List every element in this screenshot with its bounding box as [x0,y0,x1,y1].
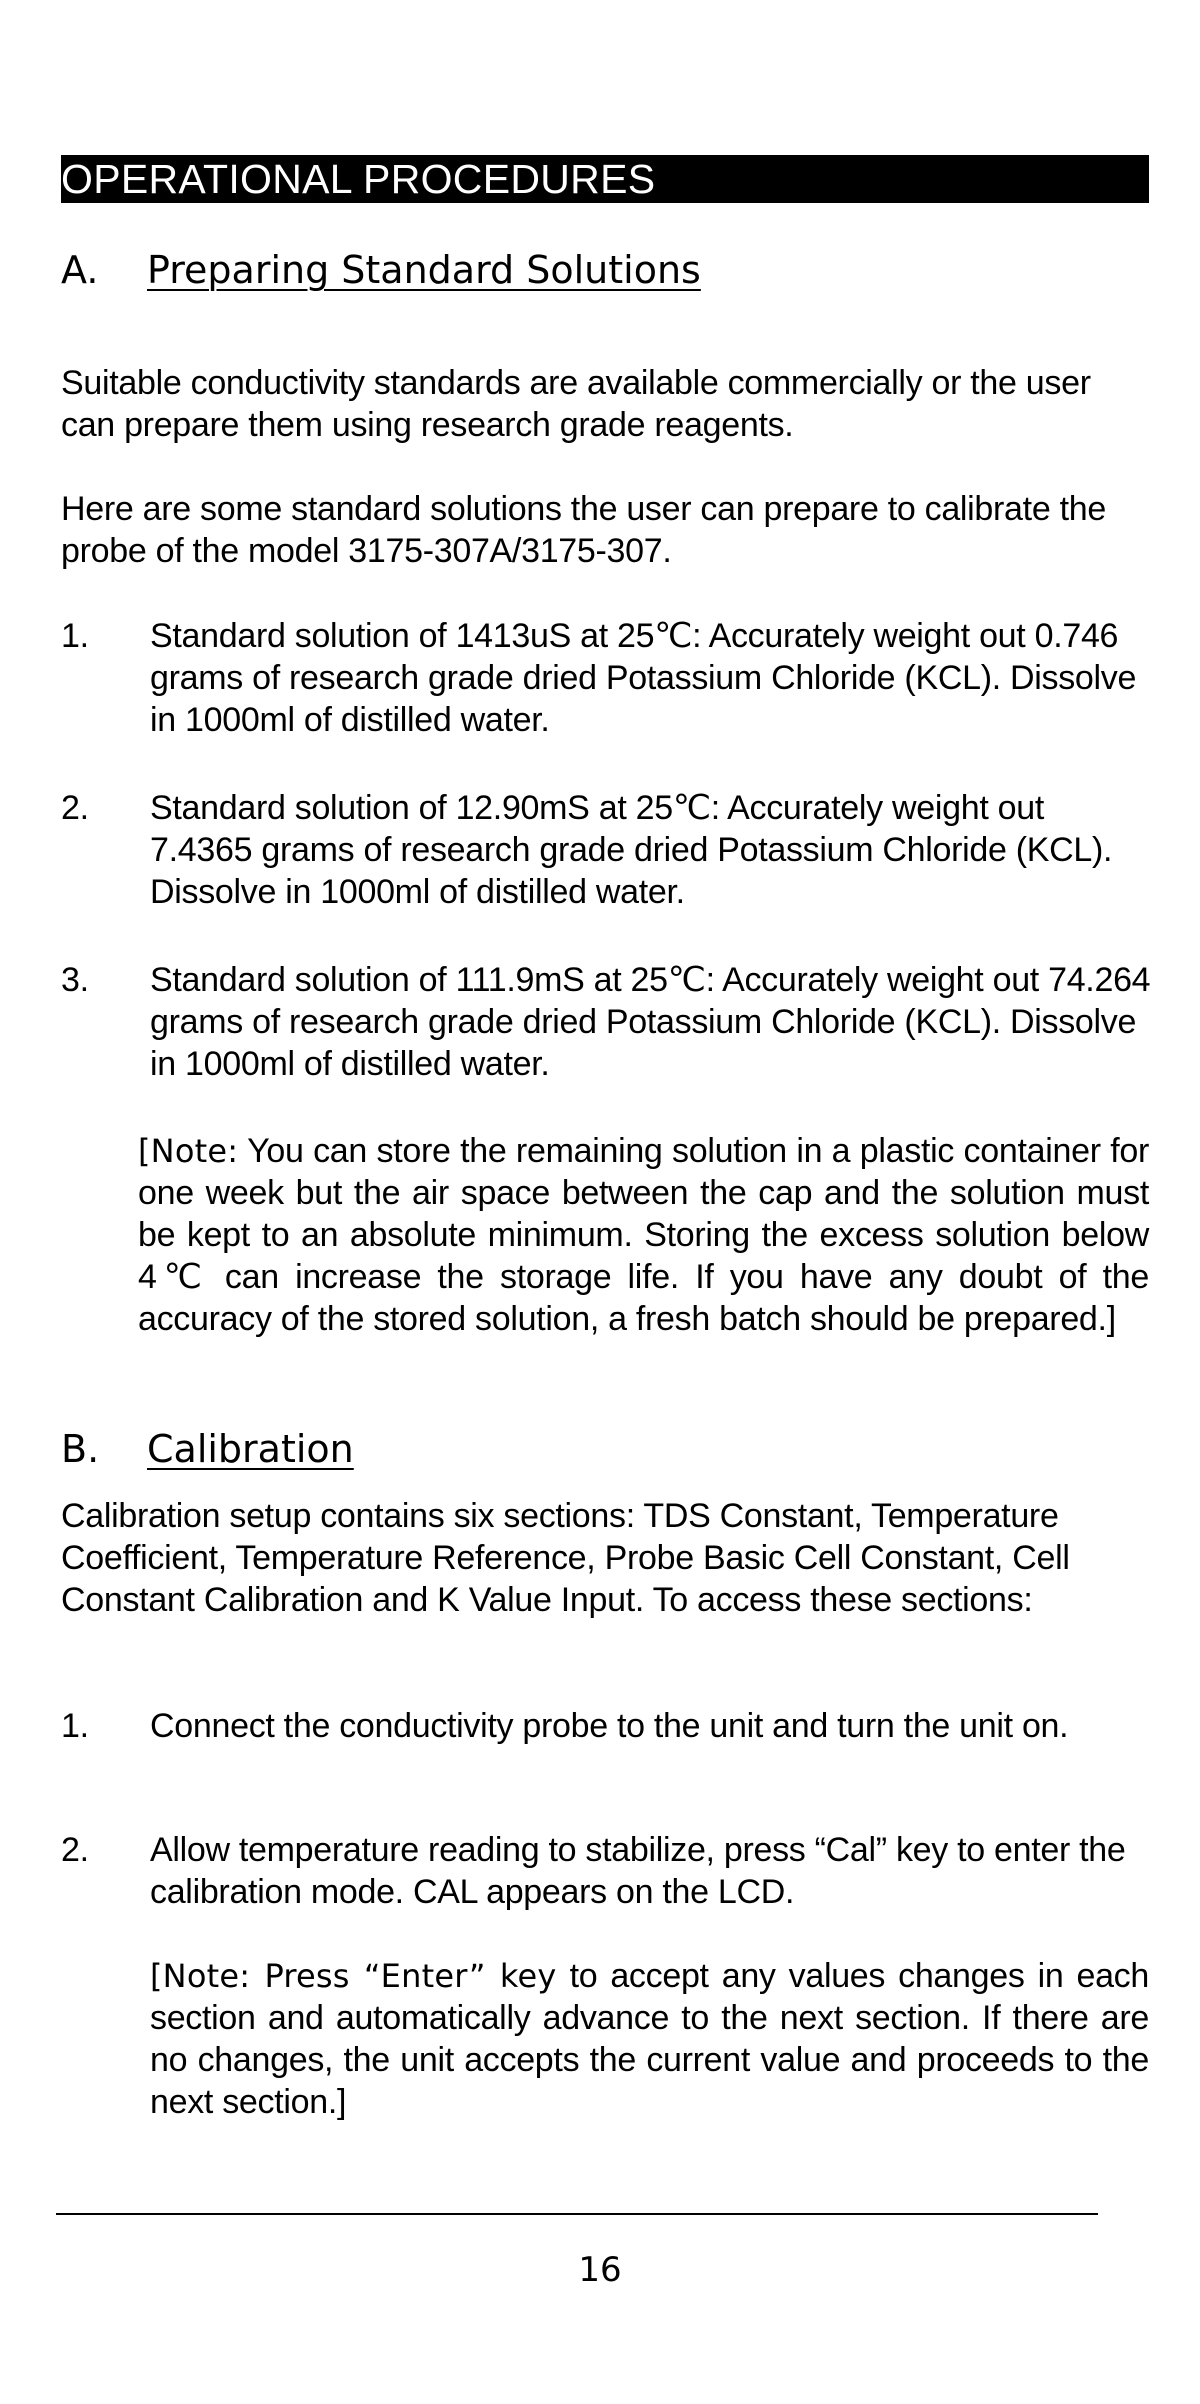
section-a-intro-1: Suitable conductivity standards are available commercially or the user can prepare them using research grade reagents. [61,364,1091,444]
list-item-text: Standard solution of 12.90mS at 25℃: Accurately weight out 7.4365 grams of research grade dried Potassium Chloride (KCL). Dissolve in 1000ml of distilled water. [150,789,1113,911]
section-a-intro-2: Here are some standard solutions the user can prepare to calibrate the probe of the model 3175-307A/3175-307. [61,490,1106,570]
section-b-title: Calibration [147,1427,354,1471]
list-item-text: Allow temperature reading to stabilize, press “Cal” key to enter the calibration mode. CAL appears on the LCD. [150,1831,1126,1911]
list-item-number: 2. [61,1831,89,1869]
section-b-letter: B. [61,1427,100,1471]
page-number: 16 [578,2250,622,2290]
footer-divider [56,2213,1098,2215]
enter-key-note [150,1955,1149,2123]
section-b-intro: Calibration setup contains six sections: TDS Constant, Temperature Coefficient, Temperature Reference, Probe Basic Cell Constant, Cell Constant Calibration and K Value Input. To access these sections: [61,1497,1070,1619]
list-item-number: 1. [61,1707,89,1745]
list-item-text: Standard solution of 1413uS at 25℃: Accurately weight out 0.746 grams of research grade dried Potassium Chloride (KCL). Dissolve in 1000ml of distilled water. [150,617,1137,739]
list-item-number: 3. [61,961,89,999]
list-item-number: 2. [61,789,89,827]
storage-note [138,1130,1149,1340]
section-a-letter: A. [61,248,99,292]
note-text: You can store the remaining solution in a plastic container for one week but the air space between the cap and the solution must be kept to an absolute minimum. Storing the excess solution below 4℃ can increase the storage life. If you have any doubt of the accuracy of the stored solution, a fresh batch should be prepared.] [138,1132,1149,1338]
list-item-text: Connect the conductivity probe to the unit and turn the unit on. [150,1707,1069,1745]
note-lead: [Note: [138,1132,239,1170]
section-banner: OPERATIONAL PROCEDURES [61,155,1149,203]
section-a-title: Preparing Standard Solutions [147,248,701,292]
list-item-text: Standard solution of 111.9mS at 25℃: Accurately weight out 74.264 grams of research grade dried Potassium Chloride (KCL). Dissolve in 1000ml of distilled water. [150,961,1151,1083]
note-lead: [Note: Press “Enter” key [150,1957,557,1995]
note-text: to accept any values changes in each section and automatically advance to the next section. If there are no changes, the unit accepts the current value and proceeds to the next section.] [150,1957,1149,2121]
section-a-heading [61,247,701,293]
list-item-number: 1. [61,617,89,655]
section-b-heading [61,1426,354,1472]
